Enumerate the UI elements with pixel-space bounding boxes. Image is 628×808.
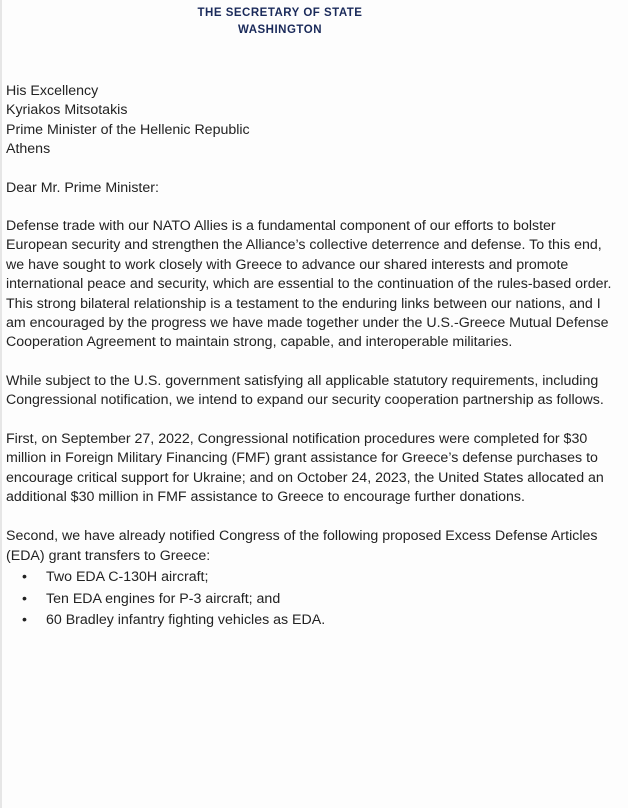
salutation: Dear Mr. Prime Minister: — [6, 179, 159, 196]
eda-list — [6, 568, 616, 630]
paragraph-defense-trade: Defense trade with our NATO Allies is a fundamental component of our efforts to bolster European security and strengthen the Alliance’s collective deterrence and defense. To this end, we have sought to work closely with Greece to advance our shared interests and promote international peace and security, which are essential to the continuation of the rules-based order. This strong bilateral relationship is a testament to the enduring links between our nations, and I am encouraged by the progress we have made together under the U.S.-Greece Mutual Defense Cooperation Agreement to maintain strong, capable, and interoperable militaries. — [6, 218, 612, 351]
letterhead — [0, 5, 560, 39]
letter-body — [6, 82, 616, 630]
bullet-icon: • — [22, 611, 27, 628]
address-line: Prime Minister of the Hellenic Republic — [6, 121, 250, 138]
page-edge — [0, 0, 2, 808]
address-line: Kyriakos Mitsotakis — [6, 102, 128, 119]
list-item — [22, 568, 616, 587]
bullet-icon: • — [22, 590, 27, 607]
address-line: His Excellency — [6, 83, 99, 99]
list-item-text: Two EDA C-130H aircraft; — [46, 569, 209, 586]
list-item-text: 60 Bradley infantry fighting vehicles as EDA. — [46, 611, 326, 628]
paragraph-first-fmf: First, on September 27, 2022, Congressional notification procedures were completed for $30 million in Foreign Military Financing (FMF) grant assistance for Greece’s defense purchases to encourage critical support for Ukraine; and on October 24, 2023, the United States allocated an additional $30 million in FMF assistance to Greece to encourage further donations. — [6, 430, 604, 505]
address-line: Athens — [6, 141, 51, 158]
paragraph-statutory: While subject to the U.S. government satisfying all applicable statutory requirements, including Congressional notification, we intend to expand our security cooperation partnership as follows. — [6, 372, 604, 409]
list-item-text: Ten EDA engines for P-3 aircraft; and — [46, 590, 281, 607]
list-item — [22, 590, 616, 609]
letterhead-title: THE SECRETARY OF STATE — [197, 7, 363, 19]
paragraph-second-eda: Second, we have already notified Congress of the following proposed Excess Defense Articles (EDA) grant transfers to Greece: — [6, 528, 598, 564]
bullet-icon: • — [22, 569, 27, 586]
recipient-address — [6, 82, 616, 160]
list-item — [22, 611, 616, 630]
letterhead-city: WASHINGTON — [237, 24, 322, 36]
